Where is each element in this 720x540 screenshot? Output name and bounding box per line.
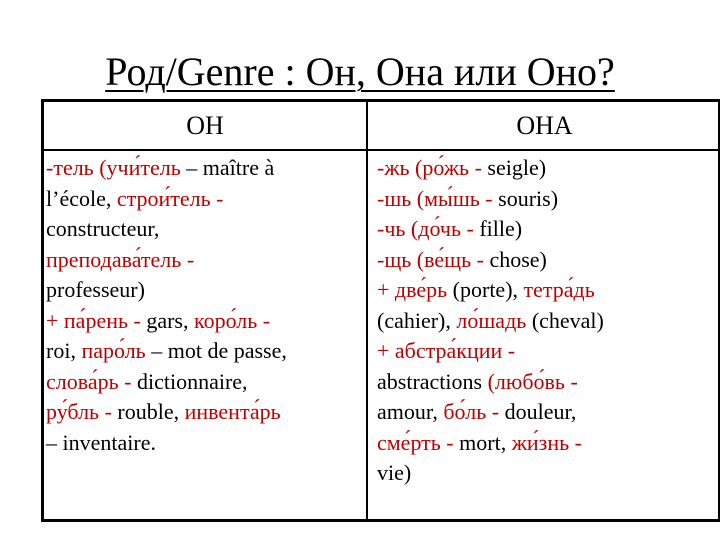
russian-text: слова́рь - <box>46 368 132 394</box>
column-divider <box>366 102 368 519</box>
masculine-line <box>46 336 287 367</box>
masculine-line <box>46 306 287 337</box>
masculine-line <box>46 184 287 215</box>
french-text: souris) <box>492 185 559 211</box>
masculine-line <box>46 214 287 245</box>
masculine-line <box>46 367 287 398</box>
russian-text: ло́шадь <box>456 307 527 333</box>
french-text: – inventaire. <box>46 429 156 455</box>
feminine-examples-cell <box>377 153 604 489</box>
french-text: vie) <box>377 460 412 485</box>
russian-text: (любо́вь - <box>487 368 578 394</box>
feminine-line <box>377 306 604 337</box>
french-text: abstractions <box>377 368 488 394</box>
french-text: (cahier), <box>377 307 457 333</box>
french-text: seigle) <box>481 155 547 180</box>
russian-text: -шь (мы́шь - <box>377 185 493 211</box>
french-text: douleur, <box>499 399 577 424</box>
russian-text: -жь (ро́жь - <box>377 155 482 180</box>
french-text: fille) <box>473 216 523 241</box>
russian-text: преподава́тель - <box>46 246 195 272</box>
russian-text: бо́ль - <box>443 399 500 424</box>
gender-table <box>41 99 720 522</box>
header-divider <box>44 149 718 151</box>
masculine-examples-cell <box>46 153 287 458</box>
russian-text: + па́рень - <box>46 307 141 333</box>
russian-text: ру́бль - <box>46 399 112 424</box>
feminine-line <box>377 458 604 489</box>
masculine-line <box>46 153 287 184</box>
french-text: – maître à <box>180 155 275 180</box>
french-text: roi, <box>46 338 82 363</box>
feminine-line <box>377 184 604 215</box>
russian-text: сме́рть - <box>377 429 454 455</box>
feminine-line <box>377 214 604 245</box>
russian-text: строи́тель - <box>116 185 224 211</box>
french-text: – mot de passe, <box>145 338 287 363</box>
feminine-line <box>377 275 604 306</box>
feminine-line <box>377 397 604 428</box>
french-text: (cheval) <box>526 307 604 333</box>
french-text: constructeur, <box>46 216 160 241</box>
header-feminine: ОНА <box>516 111 573 140</box>
feminine-line <box>377 245 604 276</box>
masculine-line <box>46 275 287 306</box>
slide-title: Род/Genre : Он, Она или Оно? <box>105 49 615 94</box>
feminine-line <box>377 367 604 398</box>
russian-text: -щь (ве́щь - <box>377 246 484 272</box>
russian-text: жи́знь - <box>511 429 582 455</box>
french-text: chose) <box>483 246 547 272</box>
header-masculine: ОН <box>186 111 224 140</box>
french-text: (porte), <box>447 277 524 302</box>
french-text: mort, <box>453 429 512 455</box>
french-text: amour, <box>377 399 444 424</box>
french-text: l’école, <box>46 185 117 211</box>
french-text: dictionnaire, <box>131 368 248 394</box>
russian-text: паро́ль <box>81 338 146 363</box>
russian-text: -чь (до́чь - <box>377 216 474 241</box>
french-text: gars, <box>140 307 194 333</box>
russian-text: инвента́рь <box>184 399 281 424</box>
feminine-line <box>377 428 604 459</box>
russian-text: + абстра́кции - <box>377 338 516 363</box>
feminine-line <box>377 336 604 367</box>
french-text: rouble, <box>111 399 185 424</box>
russian-text: тетра́дь <box>523 277 595 302</box>
feminine-line <box>377 153 604 184</box>
russian-text: + две́рь <box>377 277 448 302</box>
russian-text: -тель (учи́тель <box>46 155 181 180</box>
masculine-line <box>46 397 287 428</box>
masculine-line <box>46 245 287 276</box>
masculine-line <box>46 428 287 459</box>
russian-text: коро́ль - <box>194 307 271 333</box>
french-text: professeur) <box>46 277 145 302</box>
